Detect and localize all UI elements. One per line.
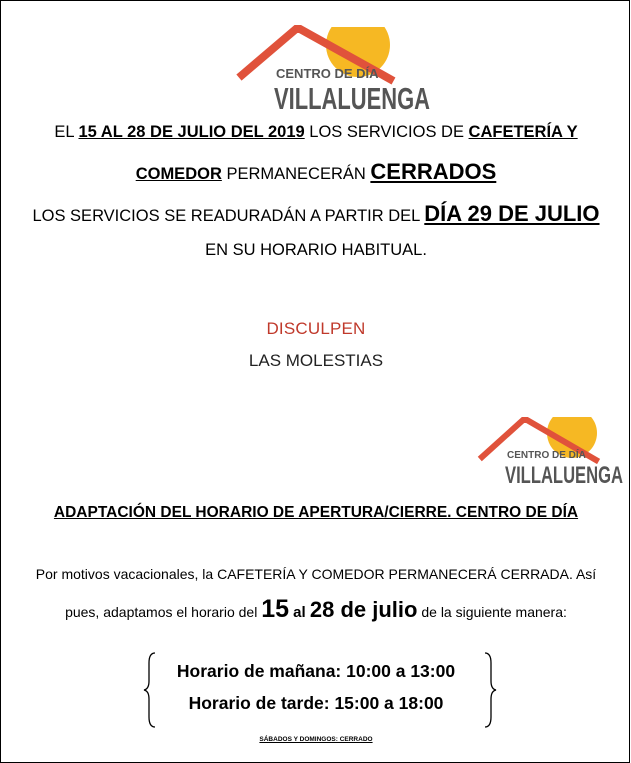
service-cafeteria: CAFETERÍA Y [468,123,578,141]
service-comedor: COMEDOR [135,165,222,183]
house-sun-icon [479,407,629,487]
logo-line2: VILLALUENGA [274,81,430,116]
notice-line-4: EN SU HORARIO HABITUAL. [205,241,427,259]
morning-hours: Horario de mañana: 10:00 a 13:00 [176,661,456,681]
notice-line-3: LOS SERVICIOS SE READURADÁN A PARTIR DEL DÍA 29 DE JULIO [32,201,600,226]
section-title: ADAPTACIÓN DEL HORARIO DE APERTURA/CIERRE. CENTRO DE DÍA [53,504,579,521]
house-sun-icon [240,13,435,115]
logo-line1: CENTRO DE DÍA [276,66,379,81]
notice-line-1: EL 15 AL 28 DE JULIO DEL 2019 LOS SERVICIOS DE CAFETERÍA Y [54,123,578,141]
closed-status: CERRADOS [370,159,497,184]
reopen-date: DÍA 29 DE JULIO [424,201,600,226]
apology-line-1: DISCULPEN [266,319,366,338]
logo-line2: VILLALUENGA [505,462,623,489]
villaluenga-logo [240,13,435,115]
paragraph-line-2: pues, adaptamos el horario del 15 al 28 de julio de la siguiente manera: [65,595,567,623]
paragraph-line-1: Por motivos vacacionales, la CAFETERÍA Y COMEDOR PERMANECERÁ CERRADA. Así [35,566,597,582]
afternoon-hours: Horario de tarde: 15:00 a 18:00 [188,693,444,713]
apology-line-2: LAS MOLESTIAS [248,351,384,370]
logo-line1: CENTRO DE DÍA [507,450,586,461]
notice-line-2: COMEDOR PERMANECERÁN CERRADOS [135,159,497,184]
closure-dates: 15 AL 28 DE JULIO DEL 2019 [78,123,305,141]
villaluenga-logo-small [479,407,629,487]
weekend-note: SÁBADOS Y DOMINGOS: CERRADO [259,736,373,743]
